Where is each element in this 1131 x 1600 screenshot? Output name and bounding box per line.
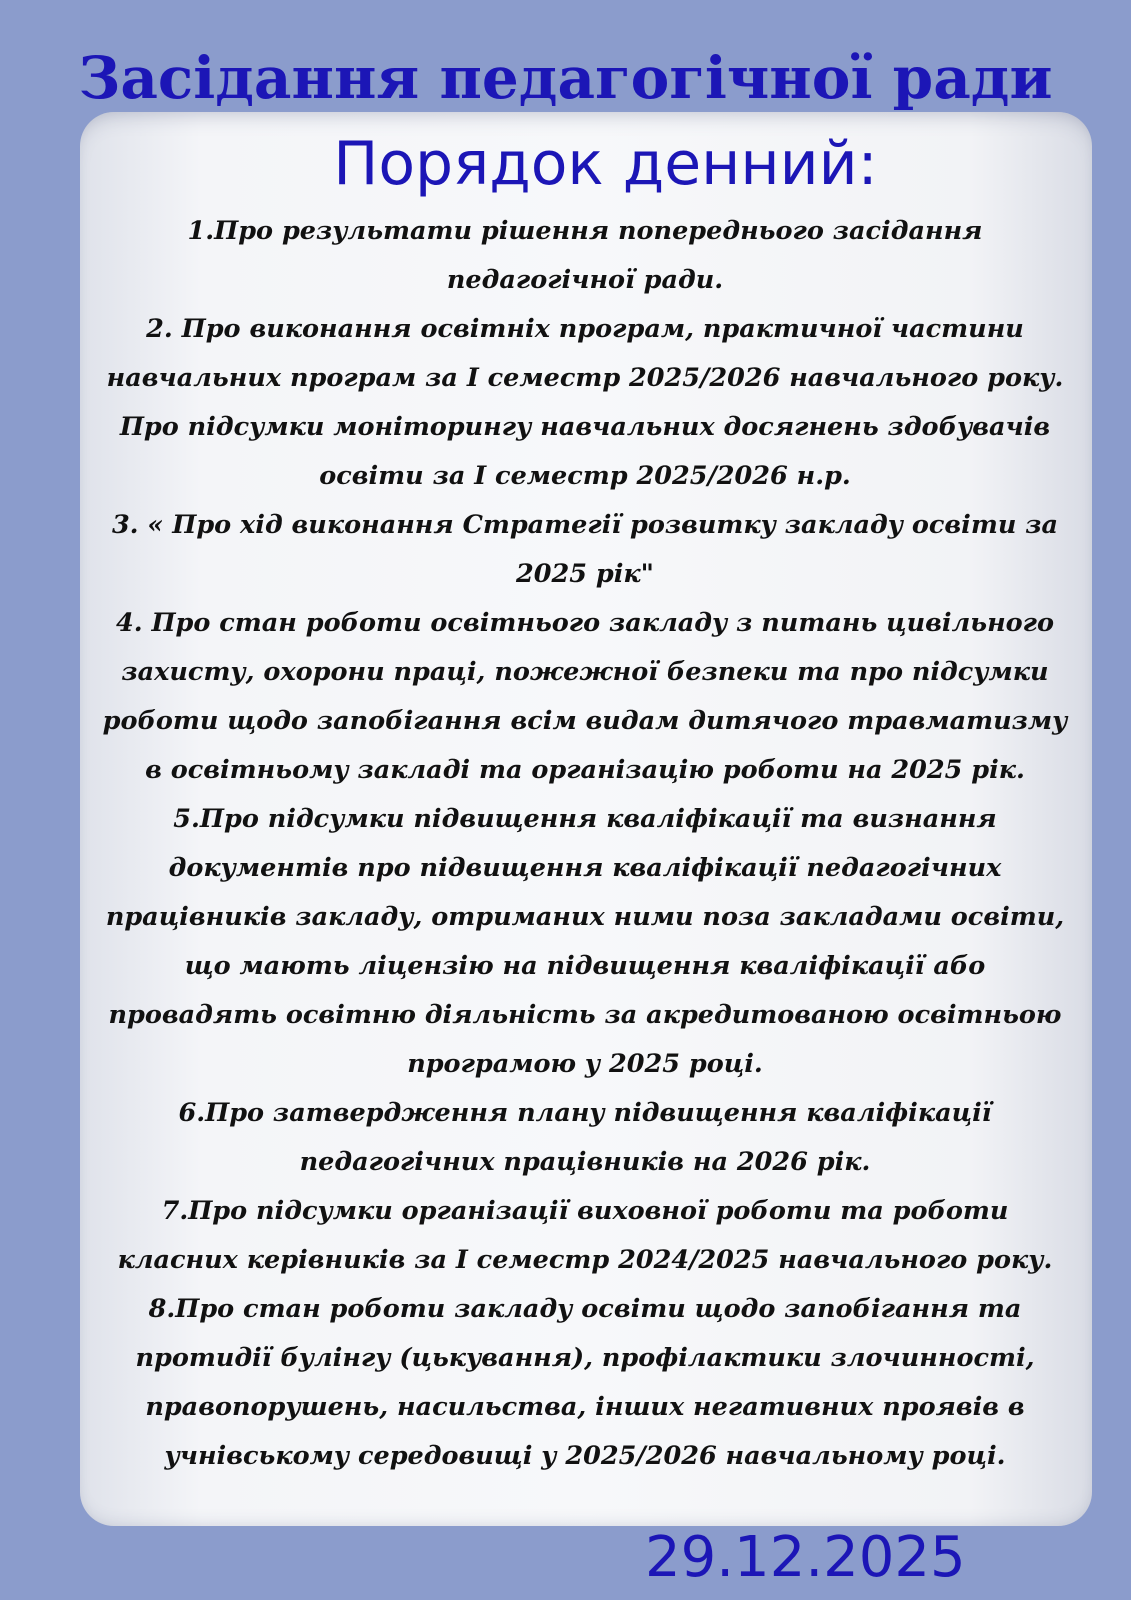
agenda-item-4: 4. Про стан роботи освітнього закладу з питань цивільного захисту, охорони праці, пожежної безпеки та про підсумки роботи щодо запобігання всім видам дитячого травматизму в освітньому закладі та організацію роботи на 2025 рік. xyxy=(102,608,1068,785)
agenda-item-7: 7.Про підсумки організації виховної роботи та роботи класних керівників за І семестр 2024/2025 навчального року. xyxy=(117,1196,1053,1275)
agenda-item-3: 3. « Про хід виконання Стратегії розвитку закладу освіти за 2025 рік" xyxy=(111,510,1059,589)
agenda-item-1: 1.Про результати рішення попереднього засідання педагогічної ради. xyxy=(187,216,983,295)
agenda-list xyxy=(100,207,1070,1481)
agenda-item-8: 8.Про стан роботи закладу освіти щодо запобігання та протидії булінгу (цькування), профілактики злочинності, правопорушень, насильства, інших негативних проявів в учнівському середовищі у 2025/2026 навчальному році. xyxy=(135,1294,1035,1471)
agenda-item-6: 6.Про затвердження плану підвищення кваліфікації педагогічних працівників на 2026 рік. xyxy=(178,1098,992,1177)
meeting-date: 29.12.2025 xyxy=(645,1525,966,1590)
agenda-item-5: 5.Про підсумки підвищення кваліфікації та визнання документів про підвищення кваліфікації педагогічних працівників закладу, отриманих ними поза закладами освіти, що мають ліцензію на підвищення кваліфікації або провадять освітню діяльність за акредитованою освітньою програмою у 2025 році. xyxy=(105,804,1065,1079)
agenda-item-2: 2. Про виконання освітніх програм, практичної частини навчальних програм за І семестр 2025/2026 навчального року. Про підсумки моніторингу навчальних досягнень здобувачів освіти за І семестр 2025/2026 н.р. xyxy=(106,314,1064,491)
page-title: Засідання педагогічної ради xyxy=(78,44,1053,112)
agenda-heading: Порядок денний: xyxy=(333,129,878,199)
